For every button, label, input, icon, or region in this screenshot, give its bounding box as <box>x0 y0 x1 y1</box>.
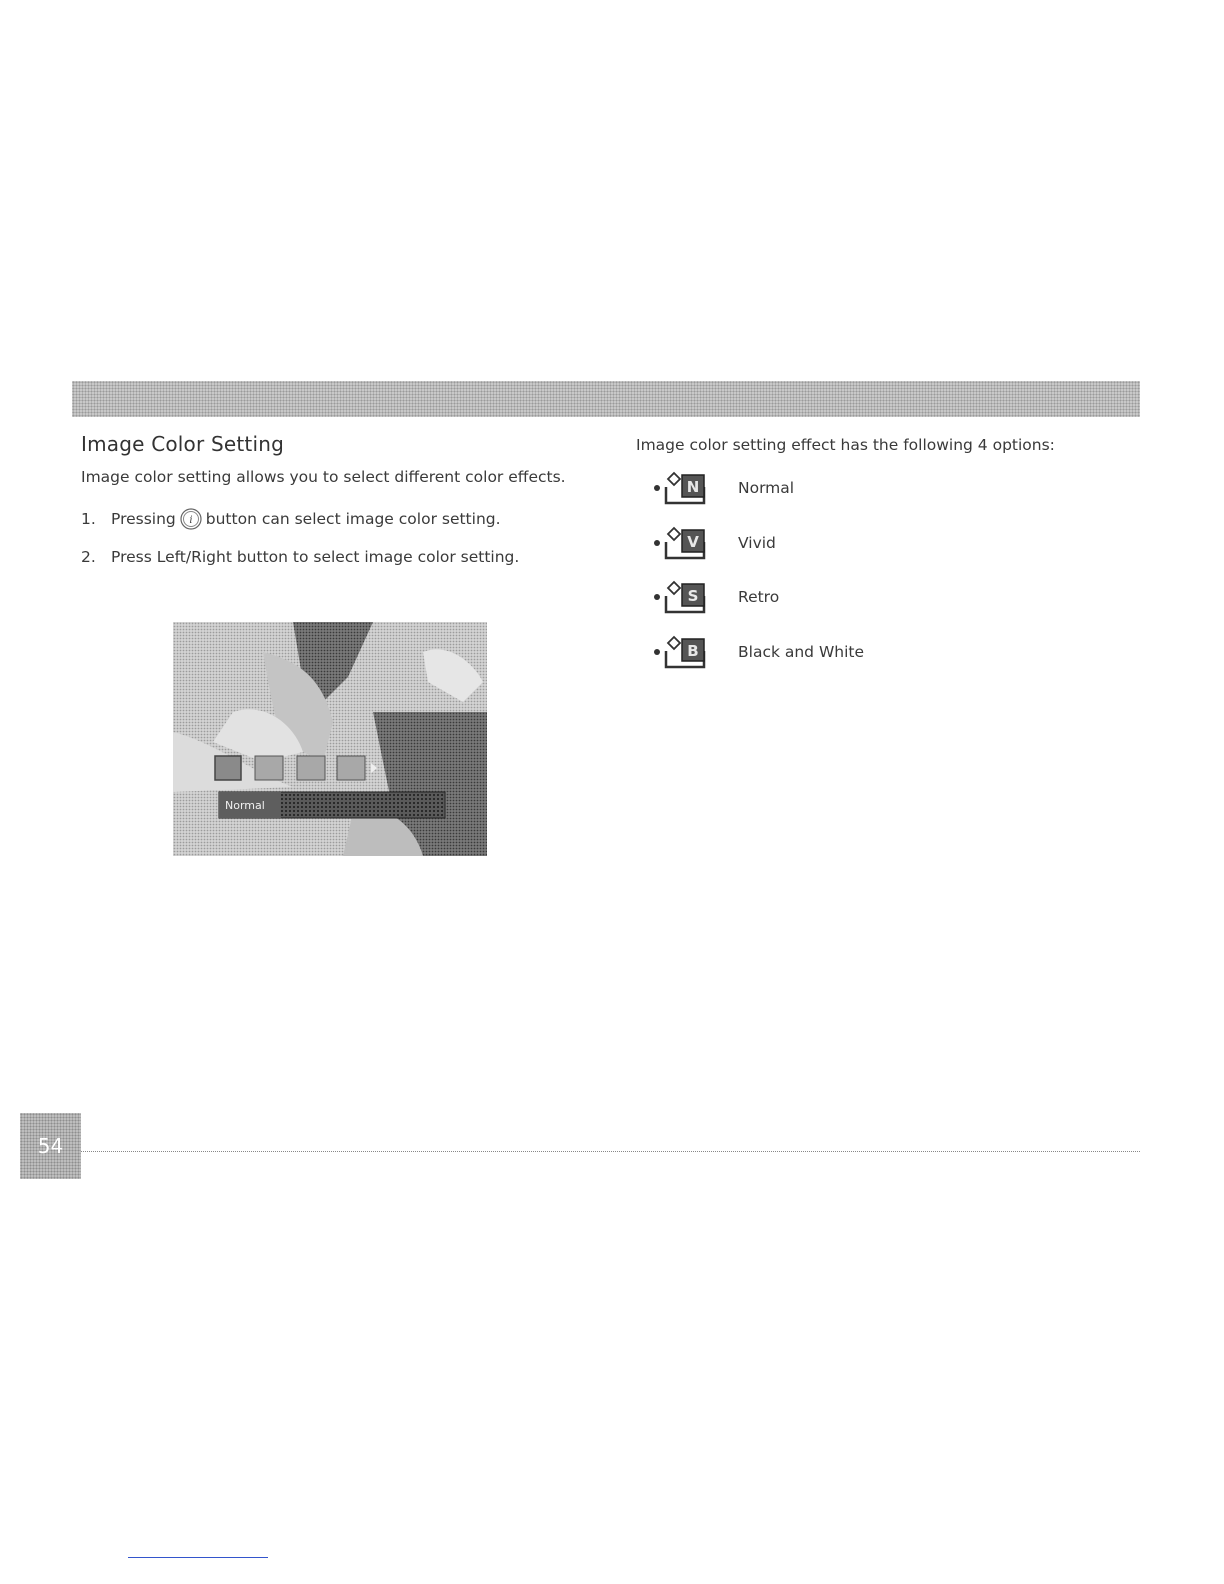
step-number: 2. <box>81 548 96 566</box>
option-label: Vivid <box>738 533 776 552</box>
bullet <box>654 540 660 546</box>
left-column <box>81 432 601 582</box>
step-text-before: Pressing <box>111 510 176 528</box>
steps-list <box>81 506 601 570</box>
step-text: Press Left/Right button to select image color setting. <box>111 548 520 566</box>
mode-letter: S <box>687 587 699 605</box>
footer-rule <box>81 1151 1140 1152</box>
step-1 <box>81 506 601 532</box>
option-normal <box>654 468 1136 508</box>
option-retro <box>654 577 1136 617</box>
option-list <box>636 468 1136 672</box>
camera-screen-image <box>173 622 487 856</box>
bullet <box>654 649 660 655</box>
color-vivid-icon <box>664 526 710 560</box>
step-number: 1. <box>81 510 96 528</box>
option-label: Normal <box>738 479 795 497</box>
option-label: Retro <box>738 588 780 606</box>
option-vivid <box>654 523 1136 563</box>
right-column <box>636 436 1136 686</box>
mode-letter: V <box>687 532 699 551</box>
section-intro: Image color setting allows you to select different color effects. <box>81 468 566 486</box>
color-retro-icon <box>664 580 710 614</box>
option-label: Black and White <box>738 642 865 661</box>
section-title: Image Color Setting <box>81 432 284 456</box>
page-number-box <box>20 1113 81 1179</box>
options-intro: Image color setting effect has the following 4 options: <box>636 436 1055 454</box>
option-black-and-white <box>654 632 1136 672</box>
mode-letter: N <box>686 478 700 496</box>
color-bw-icon <box>664 635 710 669</box>
bottom-link-line <box>128 1557 268 1558</box>
header-bar <box>72 381 1140 417</box>
info-button-icon <box>180 508 202 530</box>
step-2 <box>81 544 601 570</box>
bullet <box>654 485 660 491</box>
mode-letter: B <box>687 641 699 660</box>
page-number: 54 <box>37 1134 64 1158</box>
step-text-after: button can select image color setting. <box>205 510 501 528</box>
color-normal-icon <box>664 471 710 505</box>
bullet <box>654 594 660 600</box>
screen-selected-label: Normal <box>225 799 265 812</box>
svg-text:i: i <box>189 515 193 526</box>
